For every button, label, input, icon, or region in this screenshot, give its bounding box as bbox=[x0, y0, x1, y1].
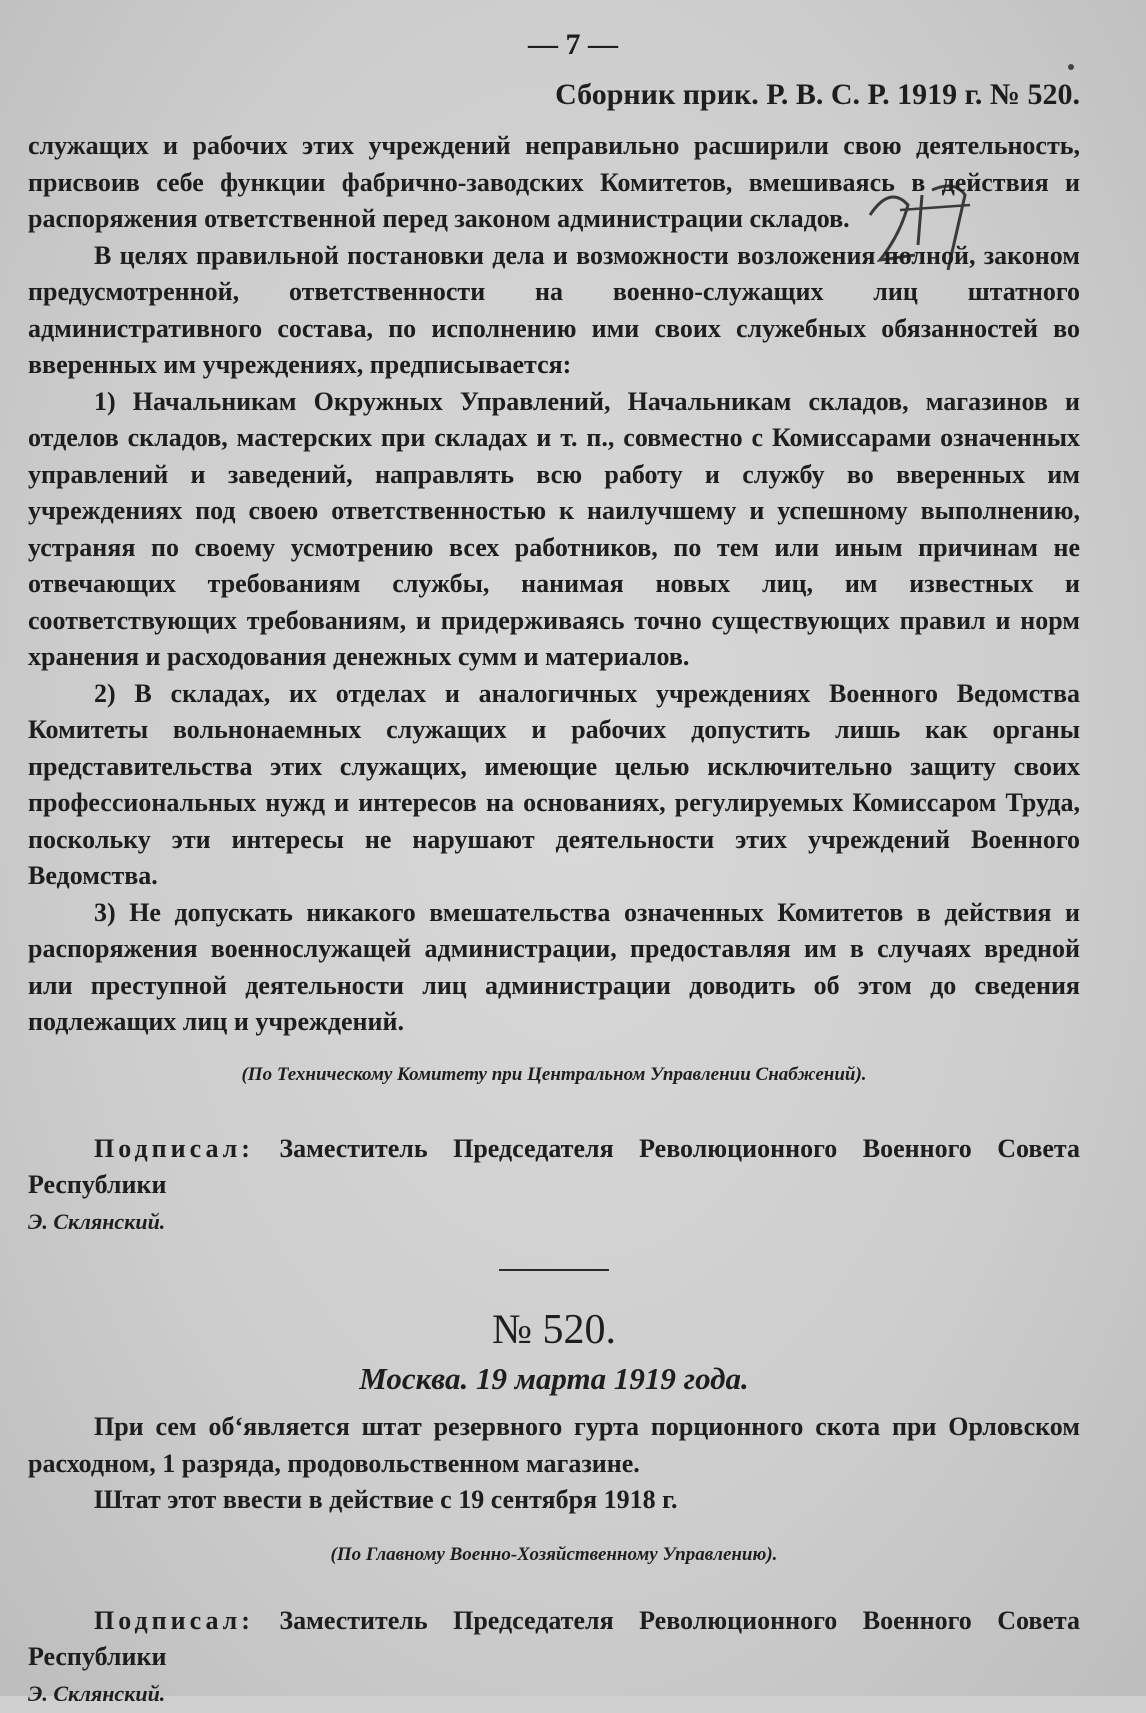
order-place-date: Москва. 19 марта 1919 года. bbox=[359, 1360, 749, 1396]
paragraph-item-3: 3) Не допускать никакого вмешательства означенных Комитетов в действия и распоряжения военнослужащей администрации, предоставляя им в случаях вредной или преступной деятельности лиц администрации доводить об этом до сведения подлежащих лиц и учреждений. bbox=[28, 897, 1080, 1036]
signed-label-2: Подписал: bbox=[94, 1606, 254, 1635]
source-note: (По Техническому Комитету при Центральном Управлении Снабжений). bbox=[241, 1063, 867, 1085]
signer-line-2 bbox=[28, 1675, 1080, 1713]
order-520-paragraph-1: При сем об‘является штат резервного гурта порционного скота при Орловском расходном, 1 разряда, продовольственном магазине. bbox=[28, 1412, 1080, 1478]
order-520-paragraph-2: Штат этот ввести в действие с 19 сентября 1918 г. bbox=[94, 1485, 678, 1514]
order-number: № 520. bbox=[491, 1306, 617, 1353]
signature-block-2 bbox=[28, 1603, 1080, 1675]
page-number: — 7 — bbox=[528, 28, 618, 61]
signature-block bbox=[28, 1131, 1080, 1203]
source-note-2: (По Главному Военно-Хозяйственному Управлению). bbox=[330, 1543, 778, 1565]
document-body bbox=[28, 128, 1080, 1713]
paragraph-preamble: В целях правильной постановки дела и возможности возложения полной, законом предусмотренной, ответственности на военно-служащих лиц штатного административного состава, по исполнению ими своих служебных обязанностей во вверенных им учреждениях, предписывается: bbox=[28, 240, 1080, 379]
signer-name: Э. Склянский. bbox=[28, 1209, 166, 1234]
section-divider bbox=[499, 1269, 609, 1271]
paragraph-continuation: служащих и рабочих этих учреждений неправильно расширили свою деятельность, присвоив себе функции фабрично-заводских Комитетов, вмешиваясь в действия и распоряжения ответственной перед законом администрации складов. bbox=[28, 131, 1080, 233]
signed-label: Подписал: bbox=[94, 1134, 254, 1163]
signer-line bbox=[28, 1203, 1080, 1241]
signer-name-2: Э. Склянский. bbox=[28, 1681, 166, 1706]
signed-title-2: Заместитель Председателя Революционного Военного Совета Республики bbox=[28, 1606, 1081, 1671]
running-head: Сборник прик. Р. В. С. Р. 1919 г. № 520. bbox=[555, 78, 1080, 111]
paragraph-item-1: 1) Начальникам Окружных Управлений, Начальникам складов, магазинов и отделов складов, мастерских при складах и т. п., совместно с Комиссарами означенных управлений и заведений, направлять всю работу и службу во вверенных им учреждениях под своею ответственностью к наилучшему и успешному выполнению, устраняя по своему усмотрению всех работников, по тем или иным причинам не отвечающих требованиям службы, нанимая новых лиц, им известных и соответствующих требованиям, и придерживаясь точно существующих правил и норм хранения и расходования денежных сумм и материалов. bbox=[28, 386, 1080, 671]
signed-title: Заместитель Председателя Революционного Военного Совета Республики bbox=[28, 1134, 1081, 1199]
paragraph-item-2: 2) В складах, их отделах и аналогичных учреждениях Военного Ведомства Комитеты вольнонаемных служащих и рабочих допустить лишь как органы представительства этих служащих, имеющие целью исключительно защиту своих профессиональных нужд и интересов на основаниях, регулируемых Комиссаром Труда, поскольку эти интересы не нарушают деятельности этих учреждений Военного Ведомства. bbox=[28, 678, 1080, 890]
ink-dot bbox=[1068, 64, 1074, 70]
